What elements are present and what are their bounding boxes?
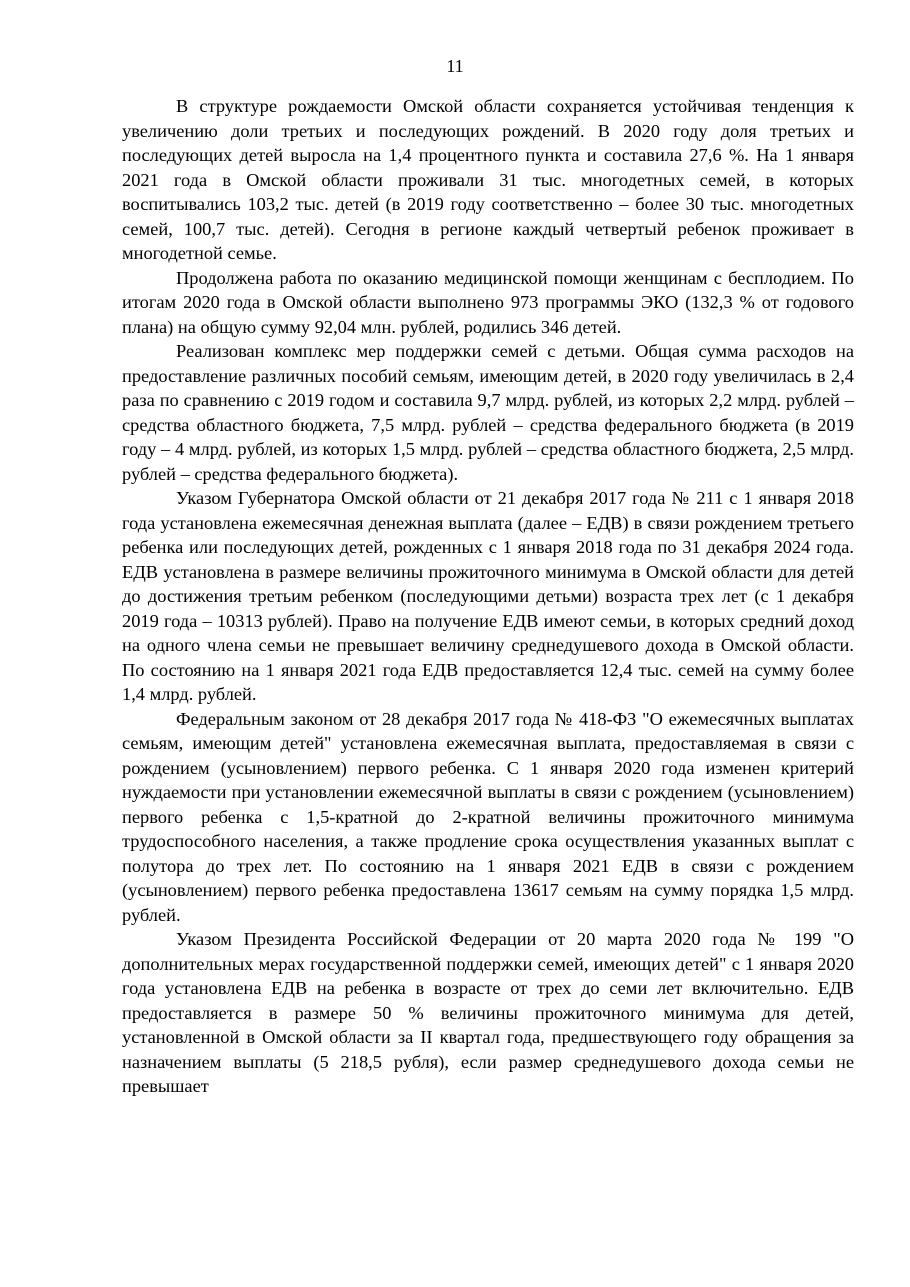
document-body bbox=[122, 94, 854, 1099]
paragraph-infertility-care: Продолжена работа по оказанию медицинской помощи женщинам с бесплодием. По итогам 2020 года в Омской области выполнено 973 программы ЭКО (132,3 % от годового плана) на общую сумму 92,04 млн. рублей, родились 346 детей. bbox=[122, 267, 854, 337]
paragraph-presidential-decree: Указом Президента Российской Федерации от 20 марта 2020 года № 199 "О дополнительных мерах государственной поддержки семей, имеющих детей" с 1 января 2020 года установлена ЕДВ на ребенка в возрасте от трех до семи лет включительно. ЕДВ предоставляется в размере 50 % величины прожиточного минимума для детей, установленной в Омской области за II квартал года, предшествующего году обращения за назначением выплаты (5 218,5 рубля), если размер среднедушевого дохода семьи не превышает bbox=[122, 929, 854, 1096]
paragraph-family-support-measures: Реализован комплекс мер поддержки семей с детьми. Общая сумма расходов на предоставление различных пособий семьям, имеющим детей, в 2020 году увеличилась в 2,4 раза по сравнению с 2019 годом и составила 9,7 млрд. рублей, из которых 2,2 млрд. рублей – средства областного бюджета, 7,5 млрд. рублей – средства федерального бюджета (в 2019 году – 4 млрд. рублей, из которых 1,5 млрд. рублей – средства областного бюджета, 2,5 млрд. рублей – средства федерального бюджета). bbox=[122, 341, 854, 484]
paragraph-federal-law: Федеральным законом от 28 декабря 2017 года № 418-ФЗ "О ежемесячных выплатах семьям, имеющим детей" установлена ежемесячная выплата, предоставляемая в связи с рождением (усыновлением) первого ребенка. С 1 января 2020 года изменен критерий нуждаемости при установлении ежемесячной выплаты в связи с рождением (усыновлением) первого ребенка с 1,5-кратной до 2-кратной величины прожиточного минимума трудоспособного населения, а также продление срока осуществления указанных выплат с полутора до трех лет. По состоянию на 1 января 2021 ЕДВ в связи с рождением (усыновлением) первого ребенка предоставлена 13617 семьям на сумму порядка 1,5 млрд. рублей. bbox=[122, 708, 854, 925]
paragraph-governor-decree: Указом Губернатора Омской области от 21 декабря 2017 года № 211 с 1 января 2018 года установлена ежемесячная денежная выплата (далее – ЕДВ) в связи рождением третьего ребенка или последующих детей, рожденных с 1 января 2018 года по 31 декабря 2024 года. ЕДВ установлена в размере величины прожиточного минимума в Омской области для детей до достижения третьим ребенком (последующими детьми) возраста трех лет (с 1 декабря 2019 года – 10313 рублей). Право на получение ЕДВ имеют семьи, в которых средний доход на одного члена семьи не превышает величину среднедушевого дохода в Омской области. По состоянию на 1 января 2021 года ЕДВ предоставляется 12,4 тыс. семей на сумму более 1,4 млрд. рублей. bbox=[122, 488, 854, 704]
paragraph-third-births: В структуре рождаемости Омской области сохраняется устойчивая тенденция к увеличению доли третьих и последующих рождений. В 2020 году доля третьих и последующих детей выросла на 1,4 процентного пункта и составила 27,6 %. На 1 января 2021 года в Омской области проживали 31 тыс. многодетных семей, в которых воспитывались 103,2 тыс. детей (в 2019 году соответственно – более 30 тыс. многодетных семей, 100,7 тыс. детей). Сегодня в регионе каждый четвертый ребенок проживает в многодетной семье. bbox=[122, 96, 854, 263]
page-number: 11 bbox=[446, 56, 464, 76]
